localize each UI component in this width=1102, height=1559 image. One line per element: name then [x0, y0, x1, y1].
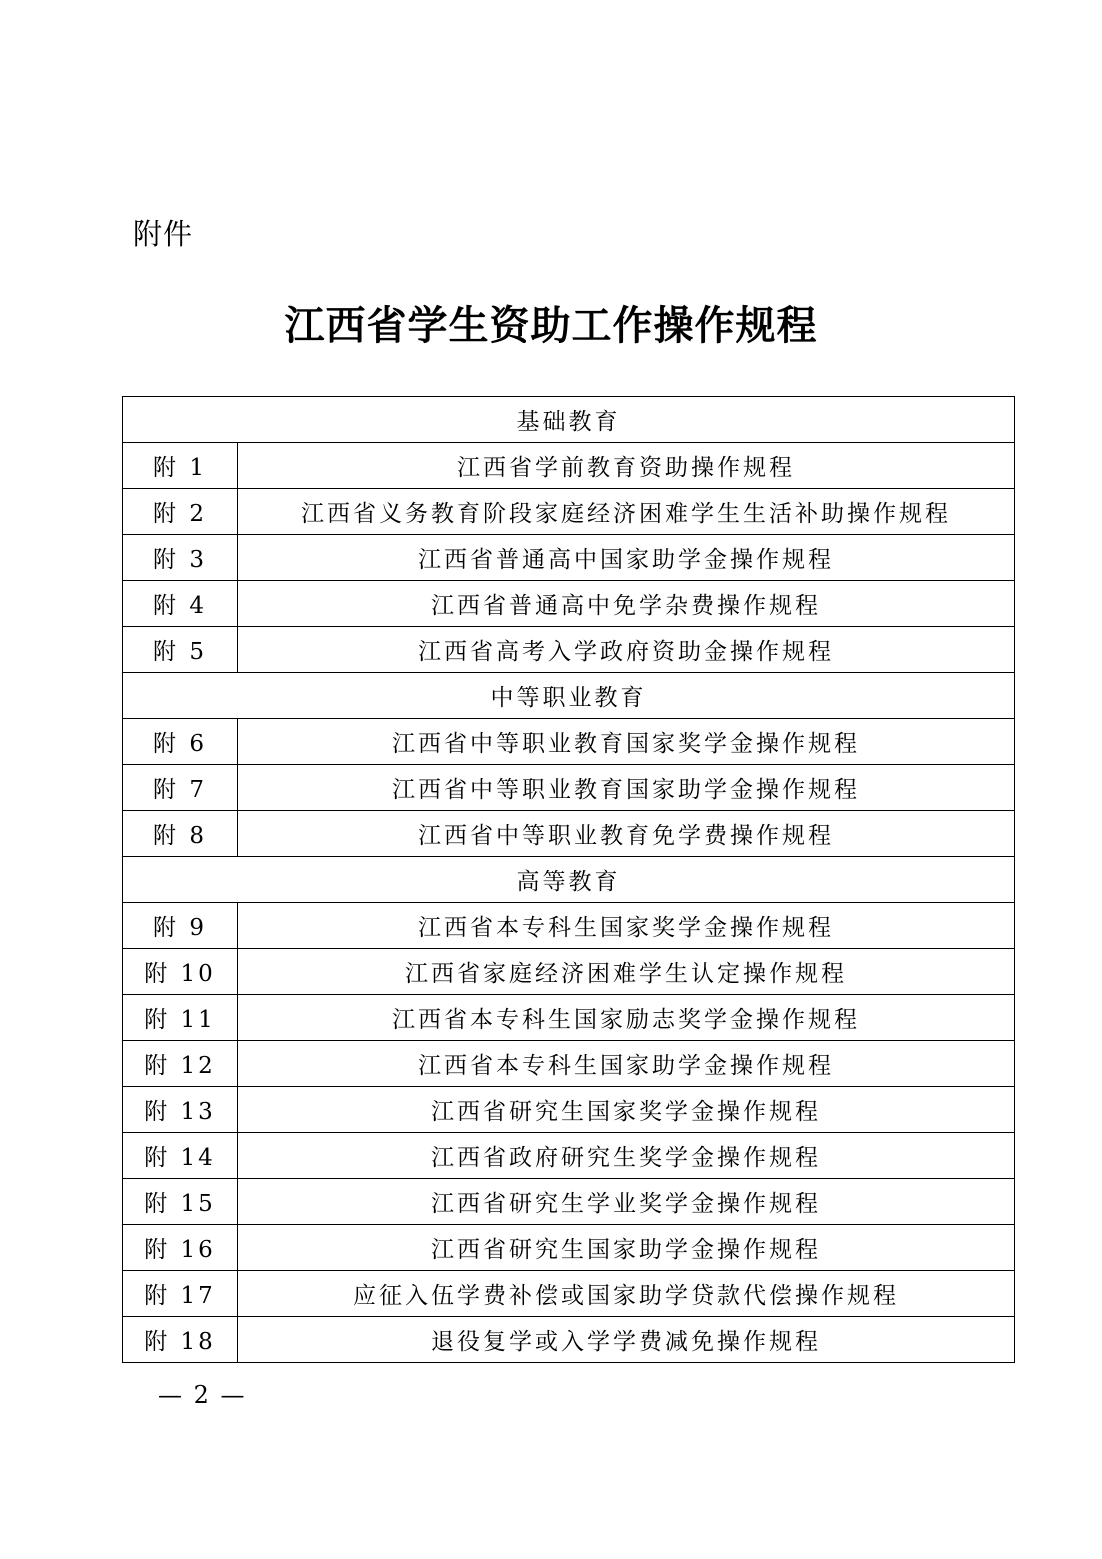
table-row — [123, 811, 1015, 857]
table-row — [123, 535, 1015, 581]
attachment-number: 附 3 — [123, 535, 238, 581]
attachment-title: 江西省普通高中国家助学金操作规程 — [238, 535, 1015, 581]
attachment-number: 附 16 — [123, 1225, 238, 1271]
attachment-number: 附 11 — [123, 995, 238, 1041]
attachment-number: 附 1 — [123, 443, 238, 489]
table-row — [123, 995, 1015, 1041]
section-header-row — [123, 673, 1015, 719]
table-row — [123, 1271, 1015, 1317]
table-row — [123, 719, 1015, 765]
attachment-title: 江西省中等职业教育免学费操作规程 — [238, 811, 1015, 857]
attachment-title: 江西省学前教育资助操作规程 — [238, 443, 1015, 489]
attachment-number: 附 12 — [123, 1041, 238, 1087]
attachment-table — [122, 396, 1015, 1363]
section-header-row — [123, 397, 1015, 443]
attachment-title: 江西省高考入学政府资助金操作规程 — [238, 627, 1015, 673]
attachment-title: 江西省家庭经济困难学生认定操作规程 — [238, 949, 1015, 995]
table-row — [123, 1225, 1015, 1271]
attachment-number: 附 14 — [123, 1133, 238, 1179]
attachment-title: 江西省中等职业教育国家助学金操作规程 — [238, 765, 1015, 811]
attachment-number: 附 7 — [123, 765, 238, 811]
page-title: 江西省学生资助工作操作规程 — [284, 302, 818, 349]
attachment-title: 江西省中等职业教育国家奖学金操作规程 — [238, 719, 1015, 765]
attachment-title: 江西省普通高中免学杂费操作规程 — [238, 581, 1015, 627]
table-row — [123, 903, 1015, 949]
attachment-title: 江西省本专科生国家奖学金操作规程 — [238, 903, 1015, 949]
table-row — [123, 443, 1015, 489]
attachment-number: 附 15 — [123, 1179, 238, 1225]
section-header-row — [123, 857, 1015, 903]
table-row — [123, 1087, 1015, 1133]
attachment-title: 江西省研究生国家助学金操作规程 — [238, 1225, 1015, 1271]
attachment-title: 江西省研究生国家奖学金操作规程 — [238, 1087, 1015, 1133]
attachment-number: 附 18 — [123, 1317, 238, 1363]
table-row — [123, 949, 1015, 995]
attachment-number: 附 4 — [123, 581, 238, 627]
table-row — [123, 627, 1015, 673]
table-row — [123, 765, 1015, 811]
attachment-title: 江西省研究生学业奖学金操作规程 — [238, 1179, 1015, 1225]
table-row — [123, 1133, 1015, 1179]
attachment-number: 附 5 — [123, 627, 238, 673]
table-row — [123, 1179, 1015, 1225]
attachment-title: 江西省本专科生国家励志奖学金操作规程 — [238, 995, 1015, 1041]
attachment-number: 附 17 — [123, 1271, 238, 1317]
page-number: — 2 — — [158, 1381, 247, 1409]
table-row — [123, 1317, 1015, 1363]
table-row — [123, 1041, 1015, 1087]
attachment-number: 附 10 — [123, 949, 238, 995]
attachment-label: 附件 — [133, 217, 194, 251]
attachment-title: 江西省本专科生国家助学金操作规程 — [238, 1041, 1015, 1087]
section-heading: 高等教育 — [123, 857, 1015, 903]
attachment-number: 附 8 — [123, 811, 238, 857]
table-row — [123, 581, 1015, 627]
section-heading: 基础教育 — [123, 397, 1015, 443]
table-row — [123, 489, 1015, 535]
attachment-number: 附 6 — [123, 719, 238, 765]
attachment-title: 江西省义务教育阶段家庭经济困难学生生活补助操作规程 — [238, 489, 1015, 535]
attachment-number: 附 2 — [123, 489, 238, 535]
attachment-number: 附 13 — [123, 1087, 238, 1133]
attachment-title: 江西省政府研究生奖学金操作规程 — [238, 1133, 1015, 1179]
attachment-title: 退役复学或入学学费减免操作规程 — [238, 1317, 1015, 1363]
attachment-title: 应征入伍学费补偿或国家助学贷款代偿操作规程 — [238, 1271, 1015, 1317]
attachment-number: 附 9 — [123, 903, 238, 949]
section-heading: 中等职业教育 — [123, 673, 1015, 719]
